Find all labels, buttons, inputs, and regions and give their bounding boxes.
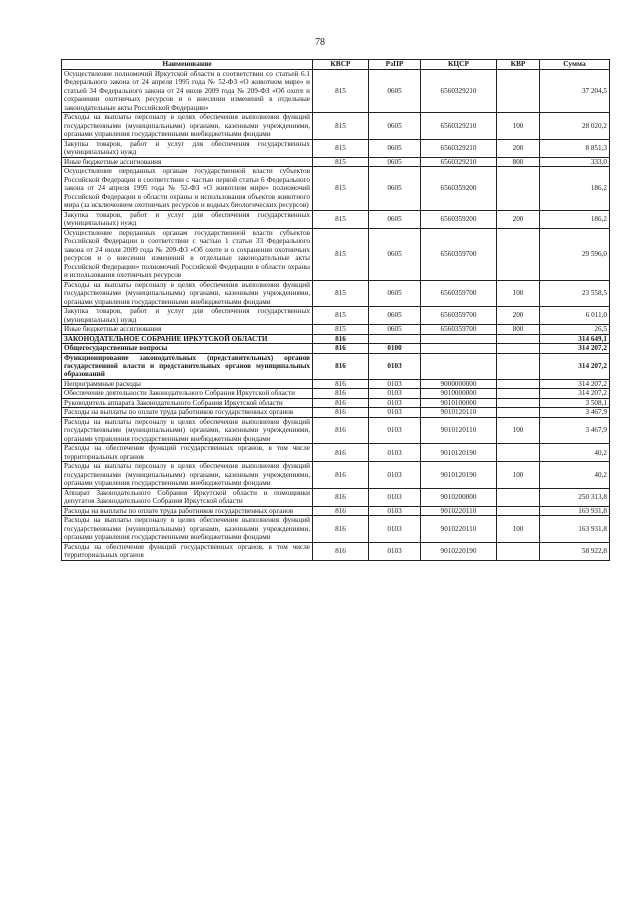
cell-kvr: 100 [497,462,540,488]
cell-sum: 314 207,2 [540,379,610,388]
cell-rzpr: 0103 [369,506,421,515]
cell-kcsr [421,344,497,353]
cell-kcsr: 6560329210 [421,113,497,139]
cell-kvsr: 815 [313,307,369,325]
cell-kvsr: 815 [313,325,369,334]
cell-name: Закупка товаров, работ и услуг для обеспечения государственных (муниципальных) нужд [62,210,313,228]
cell-sum: 163 931,8 [540,506,610,515]
cell-rzpr: 0103 [369,353,421,379]
cell-kvsr: 816 [313,444,369,462]
cell-kvr [497,344,540,353]
table-row [62,389,610,398]
cell-rzpr: 0103 [369,462,421,488]
cell-kvsr: 816 [313,398,369,407]
cell-kcsr: 9010200000 [421,488,497,506]
table-header-row [62,60,610,70]
cell-kvr: 100 [497,113,540,139]
cell-name: Расходы на выплаты персоналу в целях обеспечения выполнения функций государственными (муниципальными) органами, казенными учреждениями, органами управления государственными внебюджетными фондами [62,417,313,443]
cell-rzpr: 0100 [369,344,421,353]
cell-kcsr: 9010120110 [421,417,497,443]
table-row [62,280,610,306]
cell-rzpr: 0605 [369,228,421,280]
cell-kcsr: 6560329210 [421,157,497,166]
cell-name: Непрограммные расходы [62,379,313,388]
cell-kcsr: 9010220110 [421,516,497,542]
cell-sum: 40,2 [540,462,610,488]
table-row [62,417,610,443]
cell-name: Расходы на выплаты персоналу в целях обеспечения выполнения функций государственными (муниципальными) органами, казенными учреждениями, органами управления государственными внебюджетными фондами [62,280,313,306]
table-row [62,139,610,157]
cell-sum: 3 508,1 [540,398,610,407]
cell-kcsr: 9010220190 [421,542,497,560]
cell-kvsr: 815 [313,167,369,210]
cell-rzpr: 0103 [369,516,421,542]
cell-kvsr: 815 [313,139,369,157]
cell-rzpr: 0103 [369,417,421,443]
cell-kcsr [421,334,497,343]
table-row [62,353,610,379]
cell-name: Обеспечение деятельности Законодательного Собрания Иркутской области [62,389,313,398]
cell-kcsr: 6560359700 [421,307,497,325]
cell-kvsr: 816 [313,417,369,443]
cell-sum: 8 851,3 [540,139,610,157]
table-row [62,444,610,462]
cell-name: Руководитель аппарата Законодательного Собрания Иркутской области [62,398,313,407]
cell-kcsr: 9010120110 [421,408,497,417]
cell-kcsr: 6560359700 [421,325,497,334]
cell-rzpr: 0103 [369,389,421,398]
cell-name: Расходы на выплаты персоналу в целях обеспечения выполнения функций государственными (муниципальными) органами, казенными учреждениями, органами управления государственными внебюджетными фондами [62,516,313,542]
cell-sum: 26,5 [540,325,610,334]
table-row [62,542,610,560]
cell-rzpr: 0605 [369,167,421,210]
cell-rzpr [369,334,421,343]
cell-rzpr: 0605 [369,280,421,306]
cell-name: Закупка товаров, работ и услуг для обеспечения государственных (муниципальных) нужд [62,307,313,325]
cell-rzpr: 0605 [369,157,421,166]
cell-kvr: 100 [497,417,540,443]
cell-sum: 58 922,8 [540,542,610,560]
cell-kcsr: 9000000000 [421,379,497,388]
table-row [62,113,610,139]
cell-kvr: 200 [497,139,540,157]
cell-sum: 29 596,0 [540,228,610,280]
cell-kvsr: 816 [313,344,369,353]
table-row [62,334,610,343]
cell-kvr [497,353,540,379]
cell-kvsr: 815 [313,228,369,280]
cell-kcsr: 9010000000 [421,389,497,398]
cell-rzpr: 0605 [369,113,421,139]
cell-sum: 314 207,2 [540,344,610,353]
header-rzpr: РзПР [369,60,421,70]
cell-name: Осуществление переданных органам государственной власти субъектов Российской Федерации в соответствии с частью первой статьи 6 Федерального закона от 24 апреля 1995 года № 52-ФЗ «О животном мире» полномочий Российской Федерации в области охраны и использования объектов животного мира (за исключением охотничьих ресурсов и водных биологических ресурсов) [62,167,313,210]
cell-name: Расходы на выплаты персоналу в целях обеспечения выполнения функций государственными (муниципальными) органами, казенными учреждениями, органами управления государственными внебюджетными фондами [62,113,313,139]
cell-name: Аппарат Законодательного Собрания Иркутской области и помощники депутатов Законодательного Собрания Иркутской области [62,488,313,506]
cell-kvr [497,167,540,210]
table-row [62,157,610,166]
cell-kvr [497,70,540,113]
cell-kvr [497,398,540,407]
cell-kvsr: 816 [313,389,369,398]
cell-kvsr: 816 [313,488,369,506]
cell-kcsr [421,353,497,379]
table-row [62,307,610,325]
cell-name: Функционирование законодательных (представительных) органов государственной власти и представительных органов муниципальных образований [62,353,313,379]
cell-rzpr: 0605 [369,307,421,325]
cell-kvsr: 816 [313,408,369,417]
cell-kvr [497,506,540,515]
cell-rzpr: 0103 [369,408,421,417]
cell-kvr [497,542,540,560]
cell-kvsr: 816 [313,506,369,515]
cell-sum: 163 931,8 [540,516,610,542]
cell-kcsr: 6560359700 [421,228,497,280]
table-row [62,398,610,407]
cell-rzpr: 0103 [369,488,421,506]
cell-name: Расходы на выплаты по оплате труда работников государственных органов [62,408,313,417]
cell-kvsr: 816 [313,379,369,388]
cell-kcsr: 9010120190 [421,444,497,462]
cell-name: Расходы на обеспечение функций государственных органов, в том числе территориальных органов [62,542,313,560]
cell-name: Осуществление переданных органам государственной власти субъектов Российской Федерации в соответствии с частью 1 статьи 33 Федерального закона от 24 июля 2009 года № 209-ФЗ «Об охоте и о сохранении охотничьих ресурсов и о внесении изменений в отдельные законодательные акты Российской Федерации» полномочий Российской Федерации в области охраны и использования охотничьих ресурсов [62,228,313,280]
cell-sum: 28 020,2 [540,113,610,139]
cell-kvsr: 815 [313,280,369,306]
cell-kvr: 200 [497,307,540,325]
cell-kvsr: 816 [313,462,369,488]
cell-name: Расходы на обеспечение функций государственных органов, в том числе территориальных органов [62,444,313,462]
cell-name: Расходы на выплаты по оплате труда работников государственных органов [62,506,313,515]
cell-kcsr: 9010220110 [421,506,497,515]
cell-name: Иные бюджетные ассигнования [62,325,313,334]
cell-name: Осуществление полномочий Иркутской области в соответствии со статьей 6.1 Федерального закона от 24 апреля 1995 года № 52-ФЗ «О животном мире» и статьей 34 Федерального закона от 24 июля 2009 года № 209-ФЗ «Об охоте и сохранении охотничьих ресурсов и о внесении изменений в отдельные законодательные акты Российской Федерации» [62,70,313,113]
cell-sum: 333,0 [540,157,610,166]
table-row [62,379,610,388]
header-kvr: КВР [497,60,540,70]
table-body [62,70,610,561]
cell-kvr [497,408,540,417]
cell-kcsr: 6560329210 [421,139,497,157]
cell-kcsr: 6560359700 [421,280,497,306]
cell-sum: 6 011,0 [540,307,610,325]
table-row [62,408,610,417]
cell-kcsr: 6560359200 [421,210,497,228]
cell-kvsr: 815 [313,70,369,113]
cell-sum: 3 467,9 [540,417,610,443]
cell-kvr [497,444,540,462]
table-row [62,516,610,542]
cell-sum: 186,2 [540,210,610,228]
table-row [62,167,610,210]
cell-kcsr: 9010120190 [421,462,497,488]
table-row [62,506,610,515]
cell-rzpr: 0605 [369,70,421,113]
cell-sum: 314 649,1 [540,334,610,343]
cell-sum: 314 207,2 [540,353,610,379]
cell-kvr: 100 [497,516,540,542]
cell-sum: 37 204,5 [540,70,610,113]
table-row [62,462,610,488]
cell-name: Иные бюджетные ассигнования [62,157,313,166]
cell-rzpr: 0103 [369,542,421,560]
budget-table [61,59,610,561]
cell-kvr [497,488,540,506]
cell-kvsr: 816 [313,334,369,343]
cell-rzpr: 0605 [369,210,421,228]
cell-kvsr: 816 [313,353,369,379]
cell-sum: 3 467,9 [540,408,610,417]
cell-name: Расходы на выплаты персоналу в целях обеспечения выполнения функций государственными (муниципальными) органами, казенными учреждениями, органами управления государственными внебюджетными фондами [62,462,313,488]
cell-rzpr: 0103 [369,444,421,462]
table-row [62,70,610,113]
cell-kcsr: 9010100000 [421,398,497,407]
cell-name: Закупка товаров, работ и услуг для обеспечения государственных (муниципальных) нужд [62,139,313,157]
table-row [62,325,610,334]
cell-kvsr: 816 [313,516,369,542]
cell-kvsr: 815 [313,210,369,228]
cell-kvr [497,379,540,388]
cell-kvr: 200 [497,210,540,228]
header-kcsr: КЦСР [421,60,497,70]
cell-rzpr: 0103 [369,379,421,388]
cell-kvr: 100 [497,280,540,306]
table-row [62,488,610,506]
cell-sum: 40,2 [540,444,610,462]
table-row [62,210,610,228]
cell-kvr [497,228,540,280]
cell-kvsr: 815 [313,113,369,139]
cell-rzpr: 0103 [369,398,421,407]
cell-kvsr: 816 [313,542,369,560]
cell-kvr [497,389,540,398]
cell-kvr: 800 [497,325,540,334]
cell-rzpr: 0605 [369,139,421,157]
cell-sum: 250 313,8 [540,488,610,506]
cell-name: ЗАКОНОДАТЕЛЬНОЕ СОБРАНИЕ ИРКУТСКОЙ ОБЛАСТИ [62,334,313,343]
cell-sum: 314 207,2 [540,389,610,398]
header-name: Наименование [62,60,313,70]
page-number: 78 [315,37,325,48]
cell-kvr: 800 [497,157,540,166]
table-row [62,228,610,280]
header-sum: Сумма [540,60,610,70]
table-row [62,344,610,353]
cell-kcsr: 6560359200 [421,167,497,210]
cell-rzpr: 0605 [369,325,421,334]
header-kvsr: КВСР [313,60,369,70]
cell-kvsr: 815 [313,157,369,166]
cell-kcsr: 6560329210 [421,70,497,113]
cell-name: Общегосударственные вопросы [62,344,313,353]
cell-sum: 23 558,5 [540,280,610,306]
cell-sum: 186,2 [540,167,610,210]
cell-kvr [497,334,540,343]
